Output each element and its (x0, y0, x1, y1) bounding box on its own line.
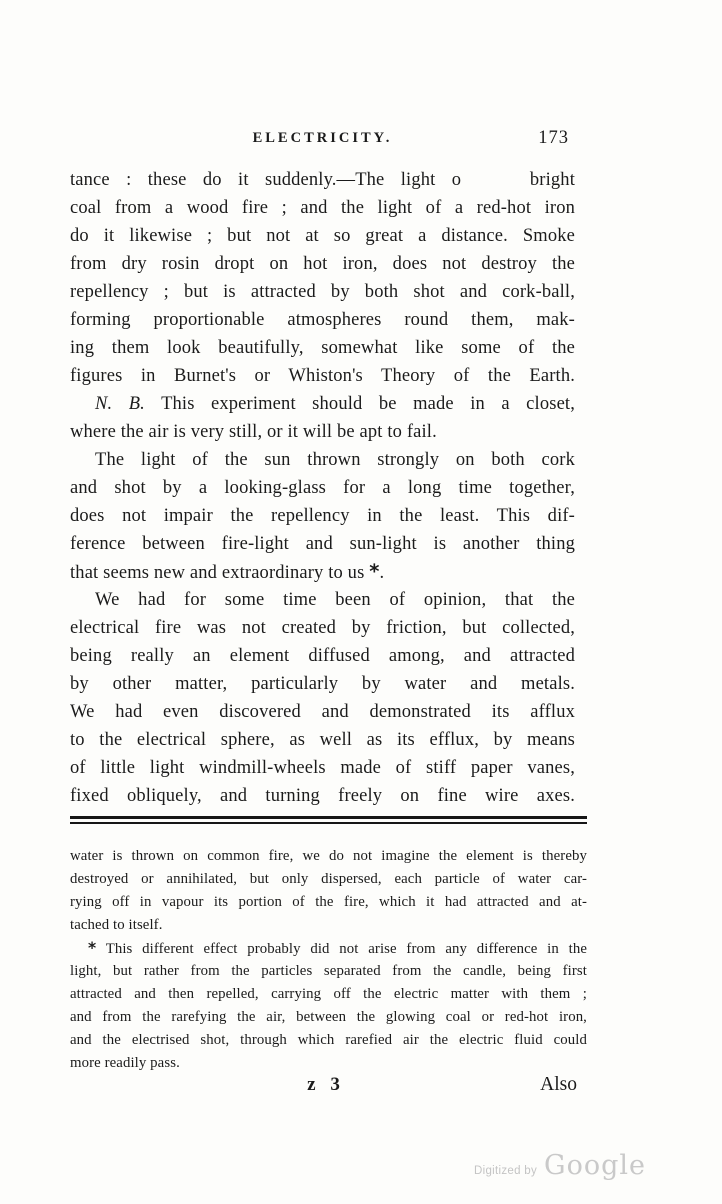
text-segment: The light of the sun thrown strongly on both cork (95, 450, 575, 470)
body-line (70, 670, 575, 698)
text-segment: and from the rarefying the air, between the glowing coal or red-hot iron, (70, 1009, 587, 1025)
text-segment: fixed obliquely, and turning freely on fine wire axes. (70, 786, 575, 806)
text-segment: repellency ; but is attracted by both shot and cork-ball, (70, 282, 575, 302)
catchword: Also (540, 1074, 577, 1095)
footnote-line (70, 1006, 587, 1029)
signature-mark: z 3 (307, 1074, 340, 1095)
footnote-line (70, 1052, 587, 1075)
faded-text-gap (478, 184, 514, 185)
footnote-line (70, 983, 587, 1006)
body-line (70, 502, 575, 530)
footnote-line (70, 914, 587, 937)
text-segment: does not impair the repellency in the least. This dif- (70, 506, 575, 526)
text-segment: . (379, 563, 385, 583)
text-segment: bright (513, 170, 575, 190)
text-segment: that seems new and extraordinary to us (70, 563, 370, 583)
text-segment: destroyed or annihilated, but only dispersed, each particle of water car- (70, 871, 587, 887)
google-watermark (474, 1150, 646, 1181)
body-line (70, 250, 575, 278)
footnote-line (70, 891, 587, 914)
text-segment: light, but rather from the particles separated from the candle, being first (70, 963, 587, 979)
body-line (70, 194, 575, 222)
text-segment: tance : these do it suddenly.—The light o (70, 170, 478, 190)
body-line (70, 166, 575, 194)
body-line (70, 390, 575, 418)
text-segment: to the electrical sphere, as well as its efflux, by means (70, 730, 575, 750)
page-number: 173 (538, 128, 569, 148)
body-line (70, 474, 575, 502)
footnote-separator-rule (70, 816, 587, 824)
text-segment: figures in Burnet's or Whiston's Theory of the Earth. (70, 366, 575, 386)
body-line (70, 642, 575, 670)
text-segment: This experiment should be made in a closet, (144, 394, 575, 414)
text-segment: ference between fire-light and sun-light is another thing (70, 534, 575, 554)
body-line (70, 446, 575, 474)
text-segment: We had even discovered and demonstrated its afflux (70, 702, 575, 722)
body-line (70, 530, 575, 558)
text-segment: attracted and then repelled, carrying off the electric matter with them ; (70, 986, 587, 1002)
body-line (70, 362, 575, 390)
running-title: ELECTRICITY. (252, 130, 393, 146)
text-segment: more readily pass. (70, 1055, 180, 1071)
footnote-line (70, 868, 587, 891)
text-segment: electrical fire was not created by friction, but collected, (70, 618, 575, 638)
text-segment: being really an element diffused among, and attracted (70, 646, 575, 666)
body-line (70, 418, 575, 446)
footnote-line (70, 937, 587, 960)
text-segment: from dry rosin dropt on hot iron, does not destroy the (70, 254, 575, 274)
body-line (70, 586, 575, 614)
running-header (70, 130, 575, 152)
body-line (70, 782, 575, 810)
footnote-line (70, 960, 587, 983)
text-segment: where the air is very still, or it will be apt to fail. (70, 422, 437, 442)
text-segment: tached to itself. (70, 917, 163, 933)
body-line (70, 558, 575, 586)
text-segment: of little light windmill-wheels made of stiff paper vanes, (70, 758, 575, 778)
body-line (70, 754, 575, 782)
digitized-by-label: Digitized by (474, 1165, 538, 1177)
body-line (70, 306, 575, 334)
text-segment: This different effect probably did not arise from any difference in the (96, 941, 587, 957)
footnote-text (70, 845, 587, 1075)
asterisk-mark: * (88, 939, 97, 957)
text-segment: and the electrised shot, through which rarefied air the electric fluid could (70, 1032, 587, 1048)
text-segment: by other matter, particularly by water and metals. (70, 674, 575, 694)
text-segment: and shot by a looking-glass for a long time together, (70, 478, 575, 498)
body-line (70, 726, 575, 754)
google-logo: Google (544, 1150, 647, 1181)
footnote-line (70, 1029, 587, 1052)
body-line (70, 614, 575, 642)
footnote-line (70, 845, 587, 868)
text-segment: water is thrown on common fire, we do not imagine the element is thereby (70, 848, 587, 864)
text-segment: N. B. (95, 394, 145, 414)
body-line (70, 698, 575, 726)
body-line (70, 278, 575, 306)
text-segment: rying off in vapour its portion of the fire, which it had attracted and at- (70, 894, 587, 910)
body-line (70, 334, 575, 362)
text-segment: We had for some time been of opinion, that the (95, 590, 575, 610)
asterisk-mark: * (369, 560, 380, 583)
text-segment: do it likewise ; but not at so great a distance. Smoke (70, 226, 575, 246)
body-text (70, 166, 575, 810)
body-line (70, 222, 575, 250)
text-segment: coal from a wood fire ; and the light of a red-hot iron (70, 198, 575, 218)
text-segment: ing them look beautifully, somewhat like some of the (70, 338, 575, 358)
signature-row (70, 1074, 577, 1098)
text-segment: forming proportionable atmospheres round them, mak- (70, 310, 575, 330)
